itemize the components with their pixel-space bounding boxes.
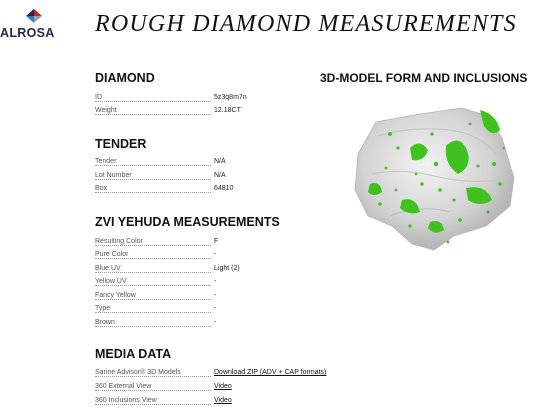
download-zip-link[interactable]: Download ZIP (ADV + CAP formats) bbox=[214, 369, 327, 376]
resulting-color-value: F bbox=[214, 238, 219, 245]
external-view-label: 360 External View bbox=[95, 383, 152, 390]
weight-label: Weight bbox=[95, 107, 117, 114]
tender-label: Tender bbox=[95, 158, 117, 165]
resulting-color-label: Resulting Color bbox=[95, 238, 143, 245]
page-title: ROUGH DIAMOND MEASUREMENTS bbox=[95, 11, 517, 37]
pure-color-label: Pure Color bbox=[95, 251, 129, 258]
type-value: - bbox=[214, 305, 217, 312]
diamond-heading: DIAMOND bbox=[95, 71, 155, 85]
blue-uv-value: Light (2) bbox=[214, 265, 240, 272]
alrosa-logo-mark-icon bbox=[26, 9, 42, 23]
lot-number-value: N/A bbox=[214, 172, 226, 179]
id-value: 5z3q8m7n bbox=[214, 94, 247, 101]
model-heading: 3D-MODEL FORM AND INCLUSIONS bbox=[320, 71, 528, 85]
tender-heading: TENDER bbox=[95, 137, 147, 151]
external-view-video-link[interactable]: Video bbox=[214, 383, 232, 390]
brand-name: ALROSA bbox=[0, 26, 55, 39]
box-label: Box bbox=[95, 185, 108, 192]
yellow-uv-value: - bbox=[214, 278, 217, 285]
blue-uv-label: Blue UV bbox=[95, 265, 121, 272]
id-label: ID bbox=[95, 94, 102, 101]
alrosa-logo bbox=[0, 9, 70, 39]
tender-value: N/A bbox=[214, 158, 226, 165]
3d-models-label: Sarine Advisor® 3D Models bbox=[95, 369, 181, 376]
lot-number-label: Lot Number bbox=[95, 172, 132, 179]
pure-color-value: - bbox=[214, 251, 217, 258]
box-value: 64810 bbox=[214, 185, 234, 192]
brown-label: Brown bbox=[95, 319, 115, 326]
fancy-yellow-value: - bbox=[214, 292, 217, 299]
type-label: Type bbox=[95, 305, 111, 312]
yellow-uv-label: Yellow UV bbox=[95, 278, 127, 285]
weight-value: 12.18CT bbox=[214, 107, 241, 114]
inclusions-view-label: 360 Inclusions View bbox=[95, 397, 157, 404]
fancy-yellow-label: Fancy Yellow bbox=[95, 292, 136, 299]
measurements-heading: ZVI YEHUDA MEASUREMENTS bbox=[95, 215, 280, 229]
brown-value: - bbox=[214, 319, 217, 326]
media-heading: MEDIA DATA bbox=[95, 347, 172, 361]
diamond-3d-model[interactable] bbox=[350, 104, 525, 254]
inclusions-view-video-link[interactable]: Video bbox=[214, 397, 232, 404]
